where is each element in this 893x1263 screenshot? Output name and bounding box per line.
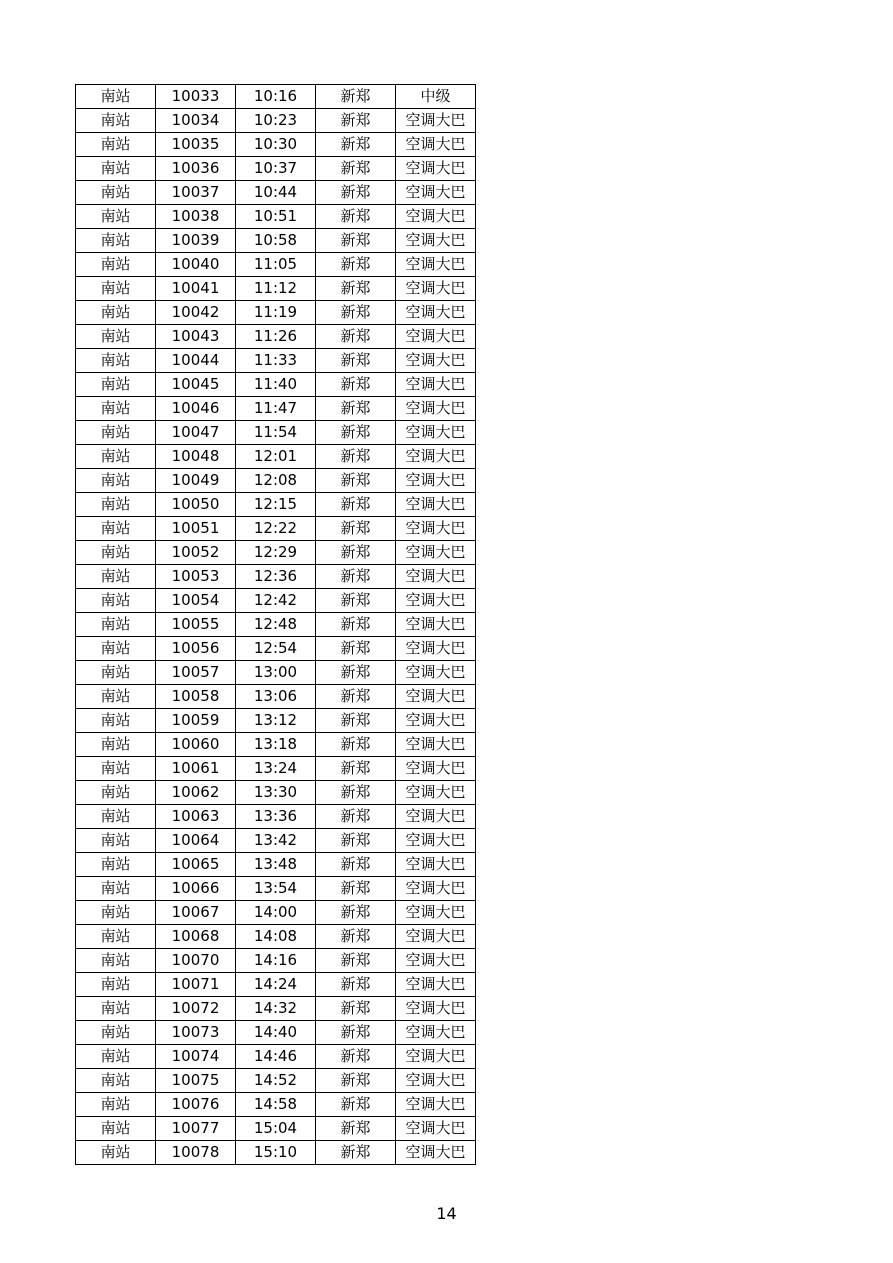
table-row	[76, 1141, 476, 1165]
route-number-cell: 10055	[156, 613, 236, 637]
departure-time-cell: 11:19	[236, 301, 316, 325]
table-row	[76, 229, 476, 253]
table-row	[76, 301, 476, 325]
bus-type-cell: 空调大巴	[396, 301, 476, 325]
table-row	[76, 757, 476, 781]
table-row	[76, 277, 476, 301]
destination-cell: 新郑	[316, 901, 396, 925]
departure-time-cell: 13:24	[236, 757, 316, 781]
bus-type-cell: 空调大巴	[396, 253, 476, 277]
station-cell: 南站	[76, 613, 156, 637]
station-cell: 南站	[76, 133, 156, 157]
bus-type-cell: 空调大巴	[396, 1117, 476, 1141]
departure-time-cell: 10:37	[236, 157, 316, 181]
table-row	[76, 997, 476, 1021]
station-cell: 南站	[76, 733, 156, 757]
station-cell: 南站	[76, 517, 156, 541]
departure-time-cell: 12:15	[236, 493, 316, 517]
station-cell: 南站	[76, 661, 156, 685]
table-row	[76, 1069, 476, 1093]
route-number-cell: 10047	[156, 421, 236, 445]
destination-cell: 新郑	[316, 397, 396, 421]
departure-time-cell: 14:32	[236, 997, 316, 1021]
bus-type-cell: 空调大巴	[396, 1045, 476, 1069]
station-cell: 南站	[76, 781, 156, 805]
departure-time-cell: 13:36	[236, 805, 316, 829]
route-number-cell: 10052	[156, 541, 236, 565]
route-number-cell: 10072	[156, 997, 236, 1021]
departure-time-cell: 11:12	[236, 277, 316, 301]
destination-cell: 新郑	[316, 757, 396, 781]
departure-time-cell: 11:05	[236, 253, 316, 277]
station-cell: 南站	[76, 1069, 156, 1093]
destination-cell: 新郑	[316, 301, 396, 325]
table-row	[76, 517, 476, 541]
bus-type-cell: 空调大巴	[396, 541, 476, 565]
destination-cell: 新郑	[316, 589, 396, 613]
station-cell: 南站	[76, 877, 156, 901]
bus-type-cell: 空调大巴	[396, 205, 476, 229]
table-row	[76, 493, 476, 517]
table-row	[76, 733, 476, 757]
route-number-cell: 10074	[156, 1045, 236, 1069]
departure-time-cell: 14:00	[236, 901, 316, 925]
bus-type-cell: 空调大巴	[396, 661, 476, 685]
station-cell: 南站	[76, 565, 156, 589]
destination-cell: 新郑	[316, 685, 396, 709]
bus-type-cell: 空调大巴	[396, 325, 476, 349]
station-cell: 南站	[76, 325, 156, 349]
station-cell: 南站	[76, 181, 156, 205]
route-number-cell: 10075	[156, 1069, 236, 1093]
station-cell: 南站	[76, 757, 156, 781]
table-row	[76, 109, 476, 133]
station-cell: 南站	[76, 997, 156, 1021]
station-cell: 南站	[76, 685, 156, 709]
route-number-cell: 10043	[156, 325, 236, 349]
table-row	[76, 445, 476, 469]
destination-cell: 新郑	[316, 1045, 396, 1069]
bus-type-cell: 空调大巴	[396, 709, 476, 733]
destination-cell: 新郑	[316, 205, 396, 229]
departure-time-cell: 13:42	[236, 829, 316, 853]
destination-cell: 新郑	[316, 1021, 396, 1045]
route-number-cell: 10049	[156, 469, 236, 493]
destination-cell: 新郑	[316, 445, 396, 469]
page-number: 14	[436, 1204, 457, 1223]
route-number-cell: 10048	[156, 445, 236, 469]
departure-time-cell: 12:08	[236, 469, 316, 493]
departure-time-cell: 11:47	[236, 397, 316, 421]
station-cell: 南站	[76, 973, 156, 997]
departure-time-cell: 13:18	[236, 733, 316, 757]
bus-type-cell: 空调大巴	[396, 181, 476, 205]
bus-type-cell: 空调大巴	[396, 1069, 476, 1093]
station-cell: 南站	[76, 301, 156, 325]
bus-type-cell: 空调大巴	[396, 133, 476, 157]
station-cell: 南站	[76, 205, 156, 229]
route-number-cell: 10058	[156, 685, 236, 709]
route-number-cell: 10071	[156, 973, 236, 997]
departure-time-cell: 12:29	[236, 541, 316, 565]
bus-type-cell: 空调大巴	[396, 229, 476, 253]
station-cell: 南站	[76, 829, 156, 853]
destination-cell: 新郑	[316, 325, 396, 349]
destination-cell: 新郑	[316, 157, 396, 181]
departure-time-cell: 15:10	[236, 1141, 316, 1165]
departure-time-cell: 12:01	[236, 445, 316, 469]
departure-time-cell: 11:26	[236, 325, 316, 349]
destination-cell: 新郑	[316, 229, 396, 253]
route-number-cell: 10062	[156, 781, 236, 805]
destination-cell: 新郑	[316, 949, 396, 973]
departure-time-cell: 15:04	[236, 1117, 316, 1141]
bus-type-cell: 空调大巴	[396, 469, 476, 493]
route-number-cell: 10051	[156, 517, 236, 541]
station-cell: 南站	[76, 253, 156, 277]
route-number-cell: 10050	[156, 493, 236, 517]
station-cell: 南站	[76, 157, 156, 181]
route-number-cell: 10036	[156, 157, 236, 181]
destination-cell: 新郑	[316, 1093, 396, 1117]
destination-cell: 新郑	[316, 925, 396, 949]
departure-time-cell: 10:16	[236, 85, 316, 109]
station-cell: 南站	[76, 445, 156, 469]
table-row	[76, 1117, 476, 1141]
departure-time-cell: 11:40	[236, 373, 316, 397]
route-number-cell: 10073	[156, 1021, 236, 1045]
table-row	[76, 805, 476, 829]
destination-cell: 新郑	[316, 997, 396, 1021]
destination-cell: 新郑	[316, 853, 396, 877]
table-row	[76, 685, 476, 709]
destination-cell: 新郑	[316, 565, 396, 589]
route-number-cell: 10037	[156, 181, 236, 205]
route-number-cell: 10076	[156, 1093, 236, 1117]
table-row	[76, 901, 476, 925]
route-number-cell: 10067	[156, 901, 236, 925]
destination-cell: 新郑	[316, 133, 396, 157]
station-cell: 南站	[76, 949, 156, 973]
departure-time-cell: 14:24	[236, 973, 316, 997]
table-row	[76, 85, 476, 109]
bus-type-cell: 空调大巴	[396, 1021, 476, 1045]
table-row	[76, 829, 476, 853]
bus-type-cell: 空调大巴	[396, 349, 476, 373]
departure-time-cell: 14:46	[236, 1045, 316, 1069]
table-row	[76, 181, 476, 205]
table-row	[76, 157, 476, 181]
bus-type-cell: 空调大巴	[396, 757, 476, 781]
bus-type-cell: 空调大巴	[396, 925, 476, 949]
destination-cell: 新郑	[316, 733, 396, 757]
schedule-table-body	[76, 85, 476, 1165]
destination-cell: 新郑	[316, 1069, 396, 1093]
destination-cell: 新郑	[316, 781, 396, 805]
departure-time-cell: 10:23	[236, 109, 316, 133]
station-cell: 南站	[76, 853, 156, 877]
station-cell: 南站	[76, 349, 156, 373]
table-row	[76, 397, 476, 421]
route-number-cell: 10053	[156, 565, 236, 589]
station-cell: 南站	[76, 1045, 156, 1069]
bus-type-cell: 空调大巴	[396, 685, 476, 709]
table-row	[76, 1093, 476, 1117]
route-number-cell: 10046	[156, 397, 236, 421]
route-number-cell: 10078	[156, 1141, 236, 1165]
route-number-cell: 10077	[156, 1117, 236, 1141]
bus-type-cell: 空调大巴	[396, 949, 476, 973]
route-number-cell: 10042	[156, 301, 236, 325]
station-cell: 南站	[76, 493, 156, 517]
destination-cell: 新郑	[316, 517, 396, 541]
departure-time-cell: 14:40	[236, 1021, 316, 1045]
departure-time-cell: 11:33	[236, 349, 316, 373]
destination-cell: 新郑	[316, 637, 396, 661]
table-row	[76, 133, 476, 157]
destination-cell: 新郑	[316, 85, 396, 109]
route-number-cell: 10045	[156, 373, 236, 397]
table-row	[76, 469, 476, 493]
route-number-cell: 10060	[156, 733, 236, 757]
bus-type-cell: 空调大巴	[396, 853, 476, 877]
station-cell: 南站	[76, 229, 156, 253]
bus-type-cell: 空调大巴	[396, 781, 476, 805]
table-row	[76, 1045, 476, 1069]
route-number-cell: 10068	[156, 925, 236, 949]
route-number-cell: 10065	[156, 853, 236, 877]
bus-type-cell: 空调大巴	[396, 829, 476, 853]
route-number-cell: 10061	[156, 757, 236, 781]
table-row	[76, 373, 476, 397]
station-cell: 南站	[76, 925, 156, 949]
table-row	[76, 781, 476, 805]
destination-cell: 新郑	[316, 613, 396, 637]
destination-cell: 新郑	[316, 829, 396, 853]
bus-type-cell: 空调大巴	[396, 373, 476, 397]
table-row	[76, 661, 476, 685]
station-cell: 南站	[76, 277, 156, 301]
departure-time-cell: 13:06	[236, 685, 316, 709]
departure-time-cell: 12:42	[236, 589, 316, 613]
station-cell: 南站	[76, 85, 156, 109]
station-cell: 南站	[76, 373, 156, 397]
route-number-cell: 10057	[156, 661, 236, 685]
route-number-cell: 10063	[156, 805, 236, 829]
route-number-cell: 10059	[156, 709, 236, 733]
bus-type-cell: 空调大巴	[396, 157, 476, 181]
route-number-cell: 10064	[156, 829, 236, 853]
station-cell: 南站	[76, 1093, 156, 1117]
route-number-cell: 10035	[156, 133, 236, 157]
departure-time-cell: 14:58	[236, 1093, 316, 1117]
table-row	[76, 541, 476, 565]
departure-time-cell: 14:16	[236, 949, 316, 973]
station-cell: 南站	[76, 1141, 156, 1165]
bus-type-cell: 空调大巴	[396, 973, 476, 997]
table-row	[76, 1021, 476, 1045]
departure-time-cell: 13:00	[236, 661, 316, 685]
departure-time-cell: 10:51	[236, 205, 316, 229]
table-row	[76, 925, 476, 949]
bus-type-cell: 空调大巴	[396, 109, 476, 133]
departure-time-cell: 10:58	[236, 229, 316, 253]
station-cell: 南站	[76, 397, 156, 421]
station-cell: 南站	[76, 109, 156, 133]
route-number-cell: 10040	[156, 253, 236, 277]
departure-time-cell: 13:48	[236, 853, 316, 877]
bus-type-cell: 中级	[396, 85, 476, 109]
departure-time-cell: 12:36	[236, 565, 316, 589]
table-row	[76, 253, 476, 277]
route-number-cell: 10034	[156, 109, 236, 133]
station-cell: 南站	[76, 469, 156, 493]
destination-cell: 新郑	[316, 973, 396, 997]
table-row	[76, 613, 476, 637]
station-cell: 南站	[76, 637, 156, 661]
destination-cell: 新郑	[316, 277, 396, 301]
bus-type-cell: 空调大巴	[396, 1093, 476, 1117]
table-row	[76, 421, 476, 445]
route-number-cell: 10038	[156, 205, 236, 229]
departure-time-cell: 13:12	[236, 709, 316, 733]
destination-cell: 新郑	[316, 181, 396, 205]
schedule-table	[75, 84, 476, 1165]
destination-cell: 新郑	[316, 469, 396, 493]
destination-cell: 新郑	[316, 805, 396, 829]
bus-type-cell: 空调大巴	[396, 1141, 476, 1165]
bus-type-cell: 空调大巴	[396, 565, 476, 589]
route-number-cell: 10039	[156, 229, 236, 253]
station-cell: 南站	[76, 1021, 156, 1045]
departure-time-cell: 12:54	[236, 637, 316, 661]
departure-time-cell: 12:22	[236, 517, 316, 541]
bus-type-cell: 空调大巴	[396, 421, 476, 445]
bus-type-cell: 空调大巴	[396, 877, 476, 901]
departure-time-cell: 14:08	[236, 925, 316, 949]
bus-type-cell: 空调大巴	[396, 493, 476, 517]
table-row	[76, 349, 476, 373]
station-cell: 南站	[76, 709, 156, 733]
table-row	[76, 205, 476, 229]
station-cell: 南站	[76, 901, 156, 925]
destination-cell: 新郑	[316, 109, 396, 133]
route-number-cell: 10033	[156, 85, 236, 109]
bus-type-cell: 空调大巴	[396, 997, 476, 1021]
bus-type-cell: 空调大巴	[396, 733, 476, 757]
destination-cell: 新郑	[316, 709, 396, 733]
bus-type-cell: 空调大巴	[396, 445, 476, 469]
table-row	[76, 637, 476, 661]
table-row	[76, 877, 476, 901]
departure-time-cell: 10:44	[236, 181, 316, 205]
table-row	[76, 565, 476, 589]
table-row	[76, 949, 476, 973]
destination-cell: 新郑	[316, 1141, 396, 1165]
station-cell: 南站	[76, 541, 156, 565]
departure-time-cell: 10:30	[236, 133, 316, 157]
route-number-cell: 10041	[156, 277, 236, 301]
table-row	[76, 589, 476, 613]
station-cell: 南站	[76, 589, 156, 613]
route-number-cell: 10044	[156, 349, 236, 373]
destination-cell: 新郑	[316, 661, 396, 685]
station-cell: 南站	[76, 1117, 156, 1141]
bus-type-cell: 空调大巴	[396, 277, 476, 301]
departure-time-cell: 13:54	[236, 877, 316, 901]
bus-type-cell: 空调大巴	[396, 805, 476, 829]
station-cell: 南站	[76, 421, 156, 445]
table-row	[76, 325, 476, 349]
table-row	[76, 853, 476, 877]
bus-type-cell: 空调大巴	[396, 589, 476, 613]
destination-cell: 新郑	[316, 253, 396, 277]
bus-type-cell: 空调大巴	[396, 637, 476, 661]
table-row	[76, 973, 476, 997]
bus-type-cell: 空调大巴	[396, 397, 476, 421]
route-number-cell: 10066	[156, 877, 236, 901]
bus-type-cell: 空调大巴	[396, 517, 476, 541]
departure-time-cell: 11:54	[236, 421, 316, 445]
departure-time-cell: 14:52	[236, 1069, 316, 1093]
table-row	[76, 709, 476, 733]
bus-type-cell: 空调大巴	[396, 901, 476, 925]
route-number-cell: 10054	[156, 589, 236, 613]
destination-cell: 新郑	[316, 877, 396, 901]
destination-cell: 新郑	[316, 1117, 396, 1141]
departure-time-cell: 13:30	[236, 781, 316, 805]
destination-cell: 新郑	[316, 373, 396, 397]
route-number-cell: 10056	[156, 637, 236, 661]
destination-cell: 新郑	[316, 349, 396, 373]
departure-time-cell: 12:48	[236, 613, 316, 637]
station-cell: 南站	[76, 805, 156, 829]
destination-cell: 新郑	[316, 421, 396, 445]
bus-type-cell: 空调大巴	[396, 613, 476, 637]
destination-cell: 新郑	[316, 493, 396, 517]
destination-cell: 新郑	[316, 541, 396, 565]
route-number-cell: 10070	[156, 949, 236, 973]
